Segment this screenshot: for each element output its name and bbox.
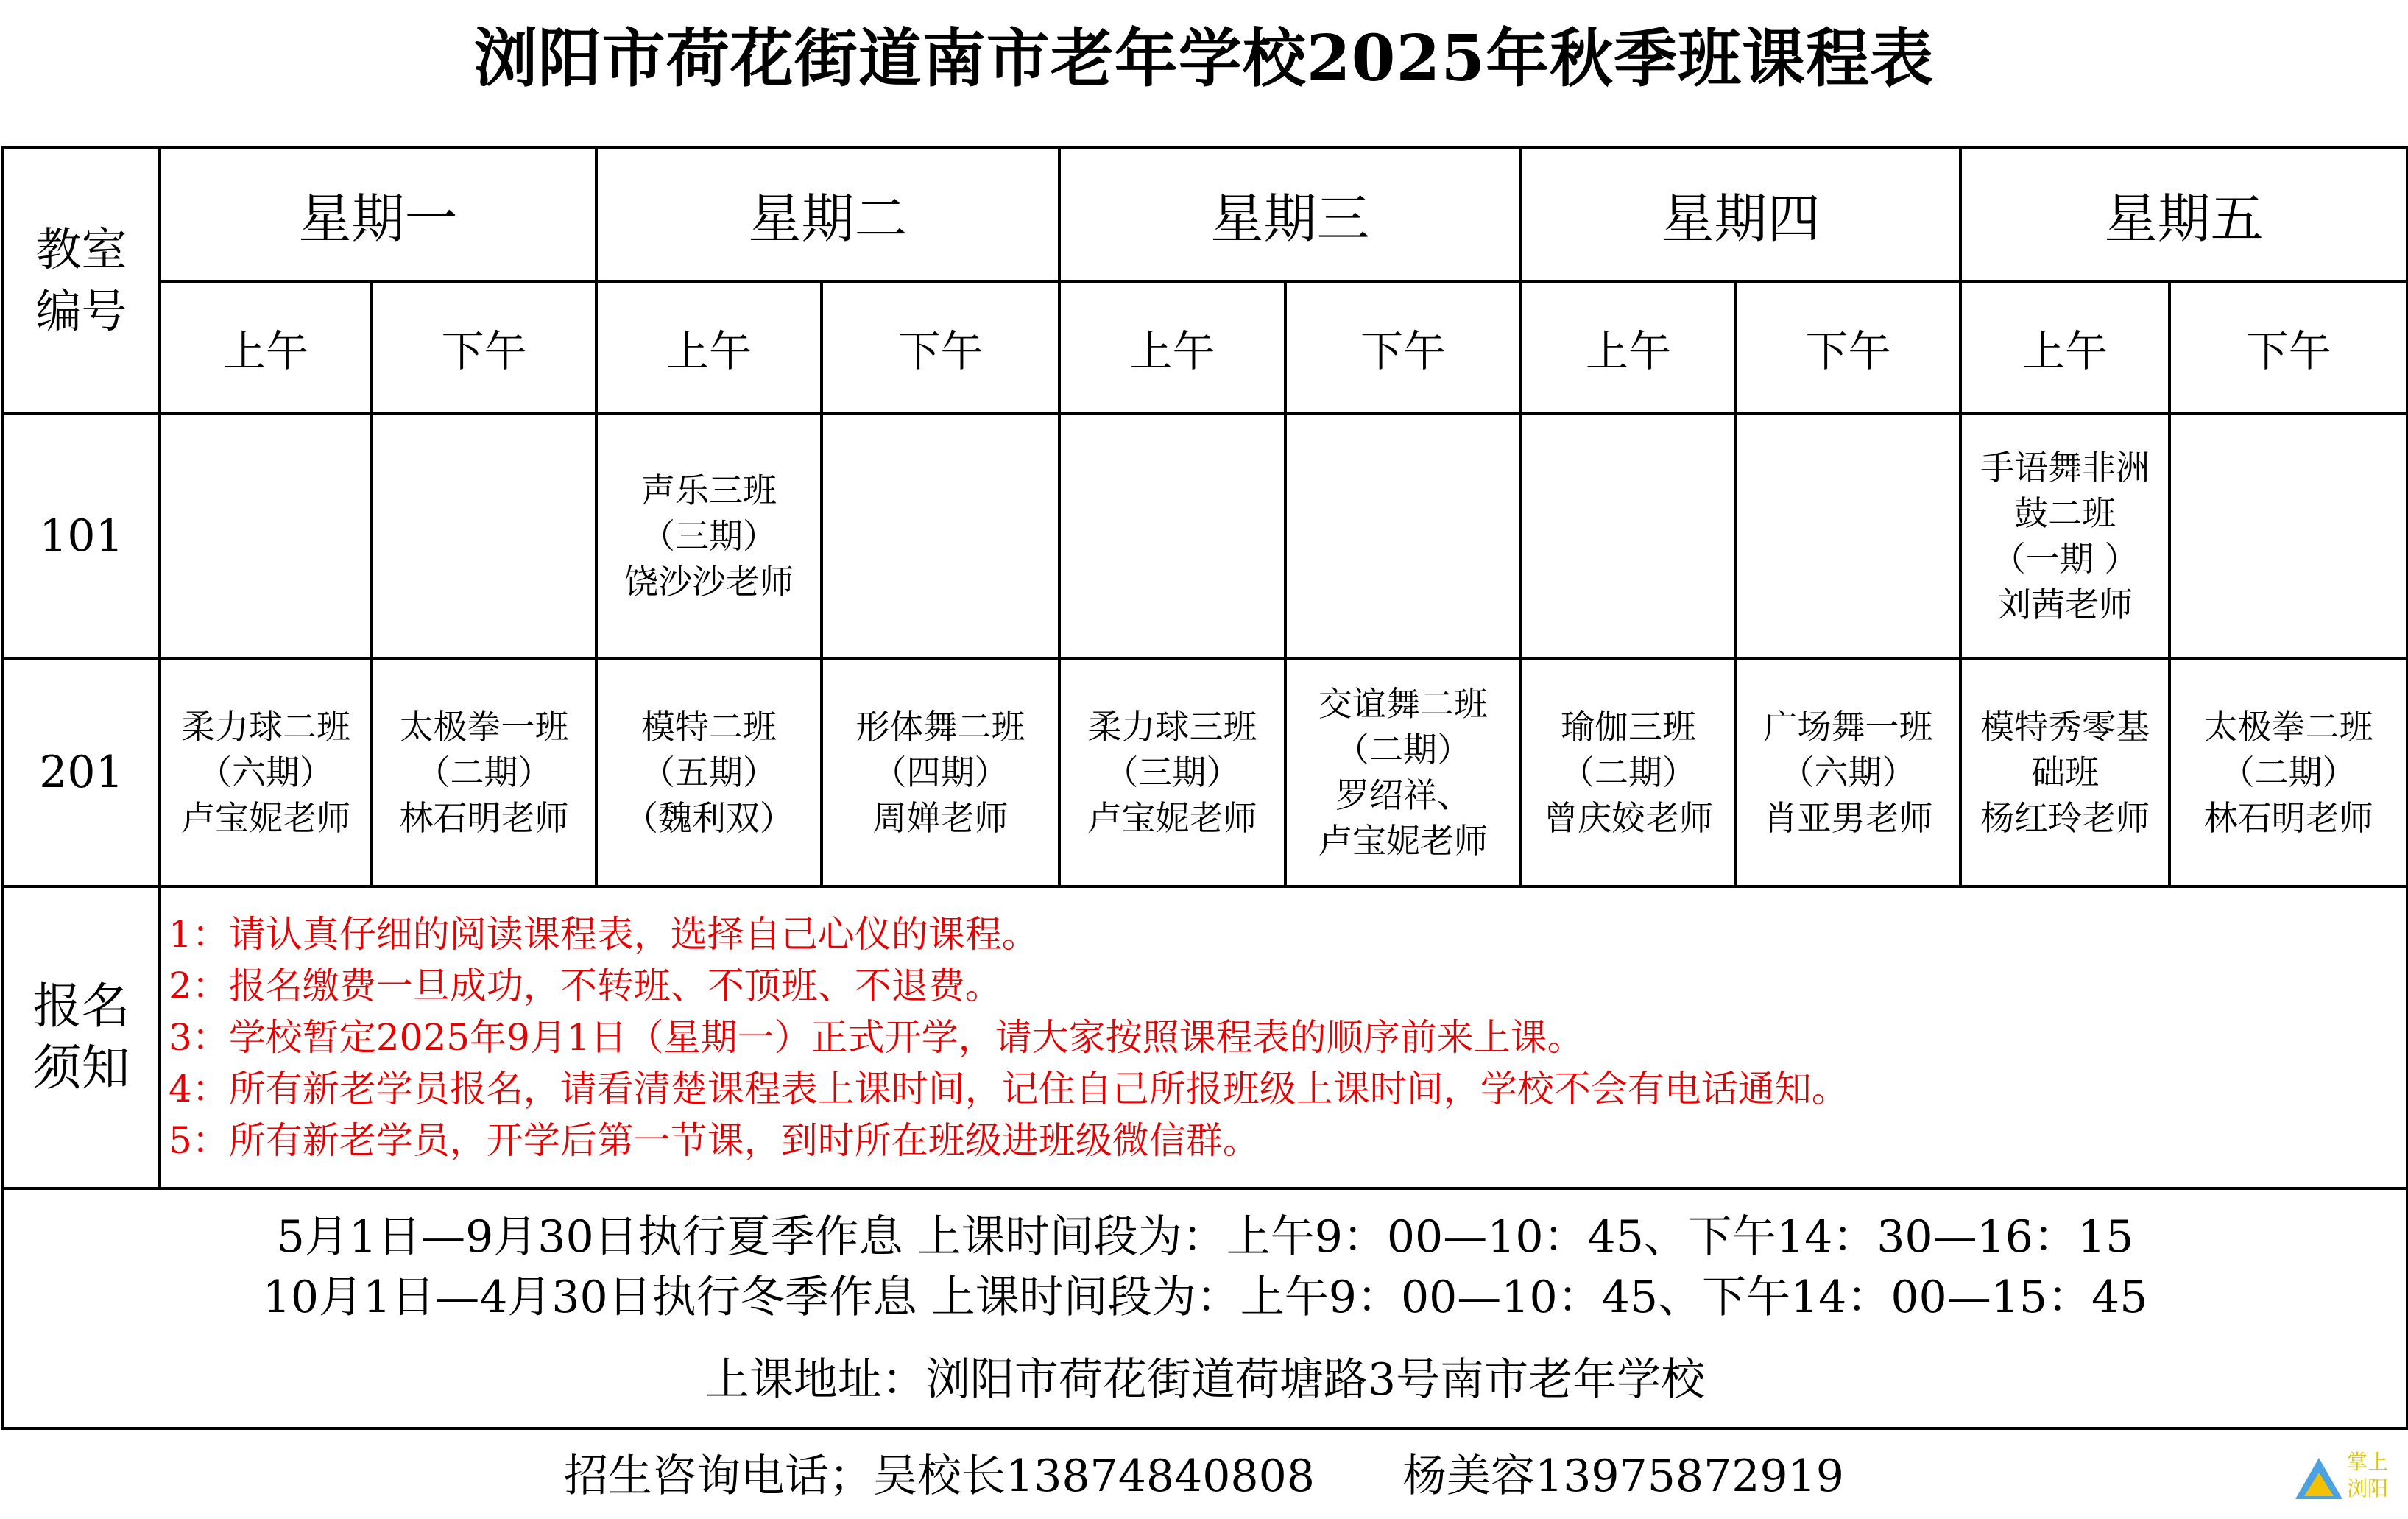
summer-schedule: 5月1日—9月30日执行夏季作息 上课时间段为：上午9：00—10：45、下午14：30—16：15: [276, 1211, 2134, 1263]
class-cell: [2169, 414, 2407, 658]
contact-footer: [0, 1443, 2408, 1509]
winter-schedule: 10月1日—4月30日执行冬季作息 上课时间段为：上午9：00—10：45、下午14：00—15：45: [262, 1272, 2148, 1323]
class-cell: 形体舞二班 （四期） 周婵老师: [822, 658, 1059, 887]
class-cell: 柔力球二班 （六期） 卢宝妮老师: [160, 658, 372, 887]
pm-header: 下午: [822, 281, 1059, 414]
pm-header: 下午: [1285, 281, 1521, 414]
am-header: 上午: [160, 281, 372, 414]
class-cell: [1736, 414, 1960, 658]
class-cell: 模特秀零基 础班 杨红玲老师: [1960, 658, 2169, 887]
table-row: [3, 658, 2407, 887]
class-cell: [1521, 414, 1736, 658]
class-cell: 柔力球三班 （三期） 卢宝妮老师: [1059, 658, 1285, 887]
logo-inner-triangle-icon: [2304, 1473, 2334, 1496]
notice-item: 1：请认真仔细的阅读课程表，选择自己心仪的课程。: [169, 913, 1039, 956]
notice-label: 报名 须知: [3, 887, 160, 1188]
schedule-table: [1, 146, 2408, 1430]
day-header-wed: 星期三: [1059, 147, 1521, 281]
day-header-fri: 星期五: [1960, 147, 2407, 281]
class-cell: 手语舞非洲 鼓二班 （一期 ） 刘茜老师: [1960, 414, 2169, 658]
pm-header: 下午: [1736, 281, 1960, 414]
room-header: 教室 编号: [3, 147, 160, 414]
am-header: 上午: [596, 281, 822, 414]
notice-item: 5：所有新老学员，开学后第一节课，到时所在班级进班级微信群。: [169, 1119, 1260, 1162]
notice-item: 2：报名缴费一旦成功，不转班、不顶班、不退费。: [169, 965, 1002, 1007]
pm-header: 下午: [2169, 281, 2407, 414]
schedule-info: [3, 1188, 2407, 1428]
class-cell: 太极拳二班 （二期） 林石明老师: [2169, 658, 2407, 887]
notice-item: 4：所有新老学员报名，请看清楚课程表上课时间，记住自己所报班级上课时间，学校不会有电话通知。: [169, 1068, 1849, 1110]
class-cell: [822, 414, 1059, 658]
app-logo: [2291, 1448, 2401, 1506]
class-cell: [160, 414, 372, 658]
am-header: 上午: [1960, 281, 2169, 414]
logo-text: 掌上 浏阳: [2347, 1450, 2389, 1501]
class-cell: [372, 414, 596, 658]
class-address: 上课地址：浏阳市荷花街道荷塘路3号南市老年学校: [705, 1354, 1706, 1406]
contact-principal: 招生咨询电话；吴校长13874840808: [564, 1451, 1315, 1502]
class-cell: 瑜伽三班 （二期） 曾庆姣老师: [1521, 658, 1736, 887]
notice-item: 3：学校暂定2025年9月1日（星期一）正式开学，请大家按照课程表的顺序前来上课。: [169, 1016, 1584, 1059]
table-row: [3, 414, 2407, 658]
contact-second: 杨美容13975872919: [1402, 1451, 1844, 1502]
class-cell: [1285, 414, 1521, 658]
pm-header: 下午: [372, 281, 596, 414]
page-title: 浏阳市荷花街道南市老年学校2025年秋季班课程表: [473, 21, 1935, 96]
schedule-row: [3, 1188, 2407, 1428]
notice-row: [3, 887, 2407, 1188]
am-header: 上午: [1059, 281, 1285, 414]
class-cell: [1059, 414, 1285, 658]
class-cell: 声乐三班 （三期） 饶沙沙老师: [596, 414, 822, 658]
class-cell: 模特二班 （五期） （魏利双）: [596, 658, 822, 887]
room-number: 101: [3, 414, 160, 658]
day-header-tue: 星期二: [596, 147, 1059, 281]
class-cell: 太极拳一班 （二期） 林石明老师: [372, 658, 596, 887]
room-number: 201: [3, 658, 160, 887]
day-header-thu: 星期四: [1521, 147, 1960, 281]
day-header-mon: 星期一: [160, 147, 596, 281]
notice-list: [160, 887, 2407, 1188]
am-header: 上午: [1521, 281, 1736, 414]
class-cell: 交谊舞二班 （二期） 罗绍祥、 卢宝妮老师: [1285, 658, 1521, 887]
class-cell: 广场舞一班 （六期） 肖亚男老师: [1736, 658, 1960, 887]
